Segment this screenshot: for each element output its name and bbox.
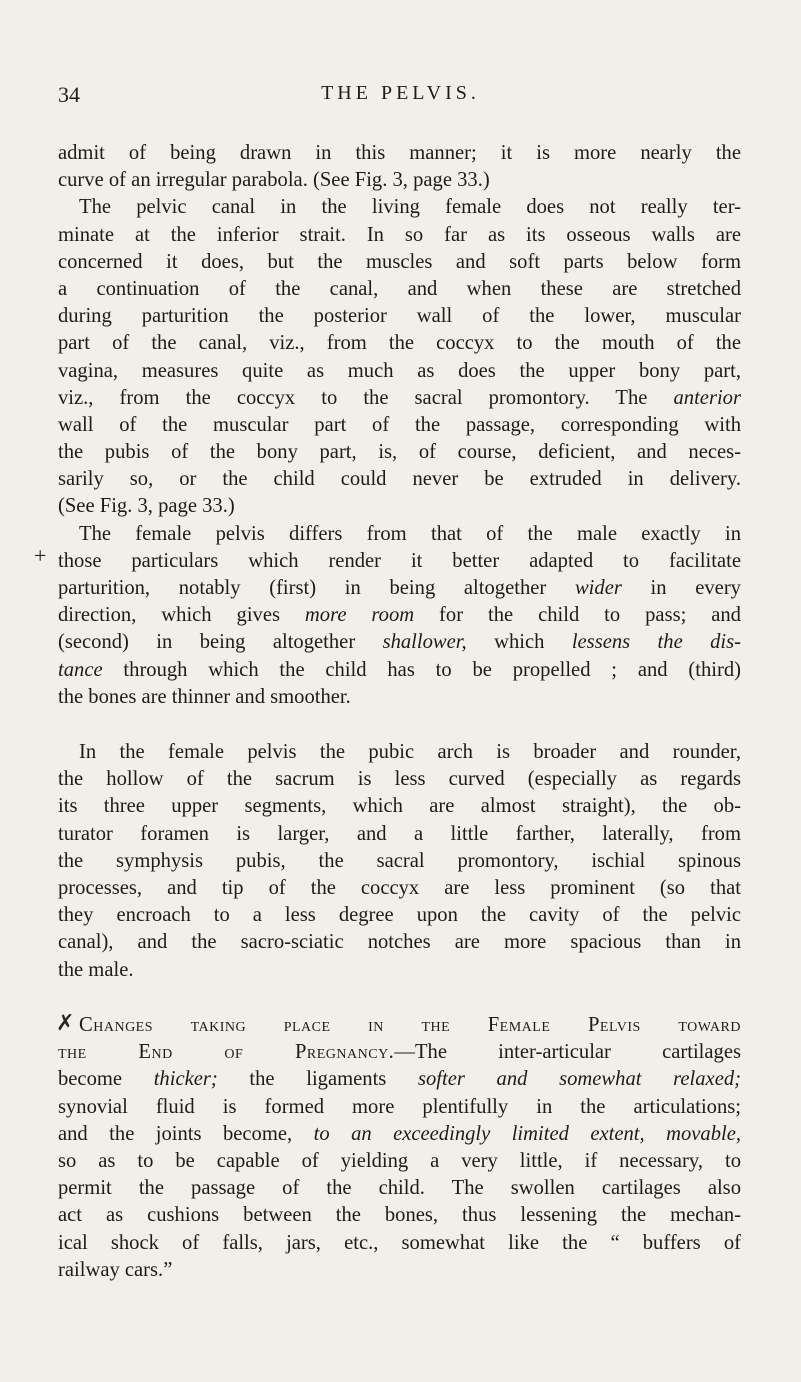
text-segment: —The inter-articular cartilages (394, 1041, 741, 1064)
text-block-3 (58, 1012, 741, 1284)
italic-text: anterior (673, 386, 741, 409)
page-number: 34 (58, 82, 80, 107)
italic-text: lessens the dis- (571, 631, 741, 654)
text-block-1 (58, 140, 741, 711)
text-segment: direction, which gives (58, 604, 305, 627)
text-line: admit of being drawn in this manner; it is more nearly the (58, 142, 741, 164)
italic-text: softer and somewhat relaxed; (417, 1068, 741, 1091)
text-line: they encroach to a less degree upon the cavity of the pelvic (58, 904, 741, 927)
text-line: the pubis of the bony part, is, of course, deficient, and neces- (58, 441, 741, 464)
section-heading: Changes taking place in the Female Pelvis toward (79, 1014, 741, 1036)
text-line: its three upper segments, which are almost straight), the ob- (58, 795, 741, 818)
text-segment: for the child to pass; and (414, 604, 741, 627)
italic-text: to an exceedingly limited extent, movable, (313, 1122, 741, 1145)
text-line (58, 1039, 741, 1066)
text-segment: (second) in being altogether (58, 631, 383, 654)
text-line: part of the canal, viz., from the coccyx to the mouth of the (58, 332, 741, 355)
text-line (58, 575, 741, 602)
text-segment: become (58, 1068, 154, 1091)
text-line: vagina, measures quite as much as does the upper bony part, (58, 359, 741, 382)
text-line: (See Fig. 3, page 33.) (58, 495, 235, 518)
text-segment: viz., from the coccyx to the sacral promontory. (58, 386, 590, 409)
italic-text: tance (58, 658, 103, 681)
text-line: canal), and the sacro-sciatic notches are more spacious than in (58, 931, 741, 954)
text-line: ical shock of falls, jars, etc., somewhat like the “ buffers of (58, 1231, 741, 1254)
text-line: The female pelvis differs from that of the male exactly in (79, 522, 741, 545)
text-segment: the ligaments (217, 1068, 418, 1091)
section-heading-cont: the End of Pregnancy. (58, 1041, 395, 1064)
text-line: wall of the muscular part of the passage, corresponding with (58, 413, 741, 436)
text-segment: which (466, 631, 572, 654)
italic-text: shallower, (382, 631, 467, 654)
text-line (58, 602, 741, 629)
text-line: concerned it does, but the muscles and soft parts below form (58, 250, 741, 273)
text-line (58, 385, 741, 412)
text-line: railway cars.” (58, 1258, 173, 1281)
text-line: the symphysis pubis, the sacral promontory, ischial spinous (58, 849, 741, 872)
text-line: the hollow of the sacrum is less curved (especially as regards (58, 768, 741, 791)
italic-text: more room (304, 604, 415, 627)
text-line (58, 629, 741, 656)
text-line: those particulars which render it better adapted to facilitate (58, 549, 741, 572)
text-block-2 (58, 739, 741, 984)
text-line: The pelvic canal in the living female does not really ter- (79, 196, 741, 219)
text-line: the bones are thinner and smoother. (58, 685, 351, 708)
margin-plus-mark: + (34, 543, 47, 568)
text-line: a continuation of the canal, and when these are stretched (58, 277, 741, 300)
text-line: during parturition the posterior wall of the lower, muscular (58, 305, 741, 328)
text-line: permit the passage of the child. The swollen cartilages also (58, 1177, 741, 1200)
text-segment: in every (621, 577, 741, 599)
running-head (58, 82, 743, 110)
text-line: so as to be capable of yielding a very little, if necessary, to (58, 1149, 741, 1172)
italic-text: thicker; (153, 1068, 218, 1091)
text-line (58, 657, 741, 684)
text-segment: and the joints become, (58, 1122, 314, 1145)
text-line: processes, and tip of the coccyx are less prominent (so that (58, 876, 741, 899)
margin-x-mark: ✗ (56, 1010, 75, 1035)
text-line: In the female pelvis the pubic arch is broader and rounder, (79, 741, 741, 763)
text-segment: The (615, 386, 674, 409)
text-line (58, 1121, 741, 1148)
text-line: turator foramen is larger, and a little farther, laterally, from (58, 822, 741, 845)
text-line: act as cushions between the bones, thus lessening the mechan- (58, 1204, 741, 1227)
text-line (58, 1066, 741, 1093)
text-line: minate at the inferior strait. In so far as its osseous walls are (58, 223, 741, 246)
text-segment: parturition, notably (first) in being altogether (58, 577, 575, 599)
text-line: synovial fluid is formed more plentifully in the articulations; (58, 1095, 741, 1118)
italic-text: wider (574, 577, 622, 599)
text-line: the male. (58, 958, 134, 981)
text-line: curve of an irregular parabola. (See Fig. 3, page 33.) (58, 169, 490, 192)
page-title: THE PELVIS. (321, 82, 480, 104)
text-line: sarily so, or the child could never be extruded in delivery. (58, 468, 741, 491)
text-segment: through which the child has to be propelled ; and (third) (102, 658, 741, 681)
